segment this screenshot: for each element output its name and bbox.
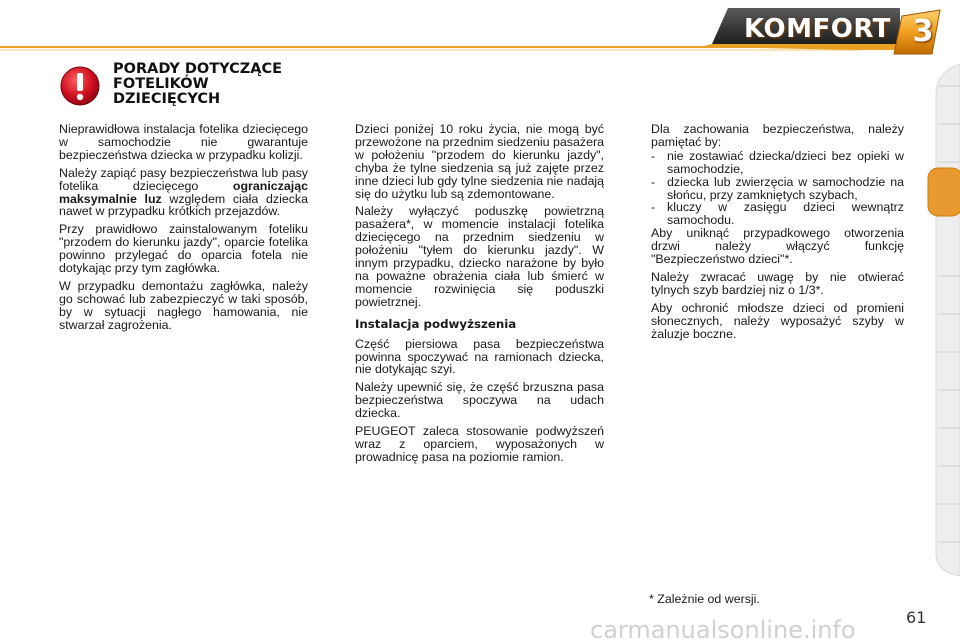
paragraph-text: względem ciała dziecka nawet w przypadku krótkich przejazdów. [59,191,309,219]
paragraph: Należy upewnić się, że część brzuszna pasa bezpieczeństwa spoczywa na udach dziecka. [355,380,604,421]
paragraph: Nieprawidłowa instalacja fotelika dziecięcego w samochodzie nie gwarantuje bezpieczeństwa dziecka w przypadku kolizji. [59,122,308,162]
section-title-line: DZIECIĘCYCH [113,91,221,107]
section-title-line: PORADY DOTYCZĄCE [113,61,283,77]
page-header [0,0,960,60]
paragraph: PEUGEOT zaleca stosowanie podwyższeń wraz z oparciem, wyposażonych w prowadnicę pasa na poziomie ramion. [355,424,604,464]
section-title-line: FOTELIKÓW [113,76,209,92]
paragraph: Aby uniknąć przypadkowego otworzenia drzwi należy włączyć funkcję "Bezpieczeństwo dzieci"*. [651,226,904,267]
paragraph: Dla zachowania bezpieczeństwa, należy pamiętać by: [651,122,904,149]
page-number: 61 [906,608,927,627]
paragraph [59,167,308,219]
paragraph: Dzieci poniżej 10 roku życia, nie mogą być przewożone na przednim siedzeniu pasażera w położeniu "przodem do kierunku jazdy", chyba że tylne siedzenia są już zajęte przez inne dzieci lub gdy tylne siedzenia nie nadają się do użytku lub są zdemontowane. [355,122,604,201]
column-left [59,123,308,337]
column-right [651,123,904,346]
reminder-list [651,150,904,227]
emphasis-text: ograniczając maksymalnie luz [59,178,308,206]
paragraph: Aby ochronić młodsze dzieci od promieni słonecznych, należy wyposażyć szyby w żaluzje boczne. [651,300,904,341]
warning-exclamation-icon [60,66,100,106]
column-middle [355,123,604,469]
chapter-number: 3 [912,14,934,49]
active-chapter-tab [928,168,960,216]
paragraph: Część piersiowa pasa bezpieczeństwa powinna spoczywać na ramionach dziecka, nie dotykając szyi. [355,336,604,377]
watermark: carmanualsonline.info [590,616,856,644]
list-item: - dziecka lub zwierzęcia w samochodzie na słońcu, przy zamkniętych szybach, [651,176,904,202]
chapter-title: KOMFORT [744,14,891,44]
list-item: - nie zostawiać dziecka/dzieci bez opieki w samochodzie, [651,150,904,176]
paragraph: Przy prawidłowo zainstalowanym foteliku "przodem do kierunku jazdy", oparcie fotelika powinno przylegać do oparcia fotela nie dotykając przy tym zagłówka. [59,222,308,276]
side-chapter-tabs [926,64,960,576]
paragraph: W przypadku demontażu zagłówka, należy go schować lub zabezpieczyć w taki sposób, by w sytuacji nagłego hamowania, nie stwarzał zagrożenia. [59,278,308,332]
subheading: Instalacja podwyższenia [355,316,517,331]
paragraph-text: Należy zapiąć pasy bezpieczeństwa lub pasy fotelika dziecięcego [59,165,308,193]
footnote: * Zależnie od wersji. [649,592,760,606]
list-item: - kluczy w zasięgu dzieci wewnątrz samochodu. [651,201,904,227]
paragraph: Należy wyłączyć poduszkę powietrzną pasażera*, w momencie instalacji fotelika dziecięcego na przednim siedzeniu w położeniu "tyłem do kierunku jazdy". W innym przypadku, dziecko narażone by było na poważne obrażenia ciała lub śmierć w momencie rozwinięcia się poduszki powietrznej. [355,204,604,309]
paragraph: Należy zwracać uwagę by nie otwierać tylnych szyb bardziej niz o 1/3*. [651,269,904,297]
section-title [113,62,333,107]
